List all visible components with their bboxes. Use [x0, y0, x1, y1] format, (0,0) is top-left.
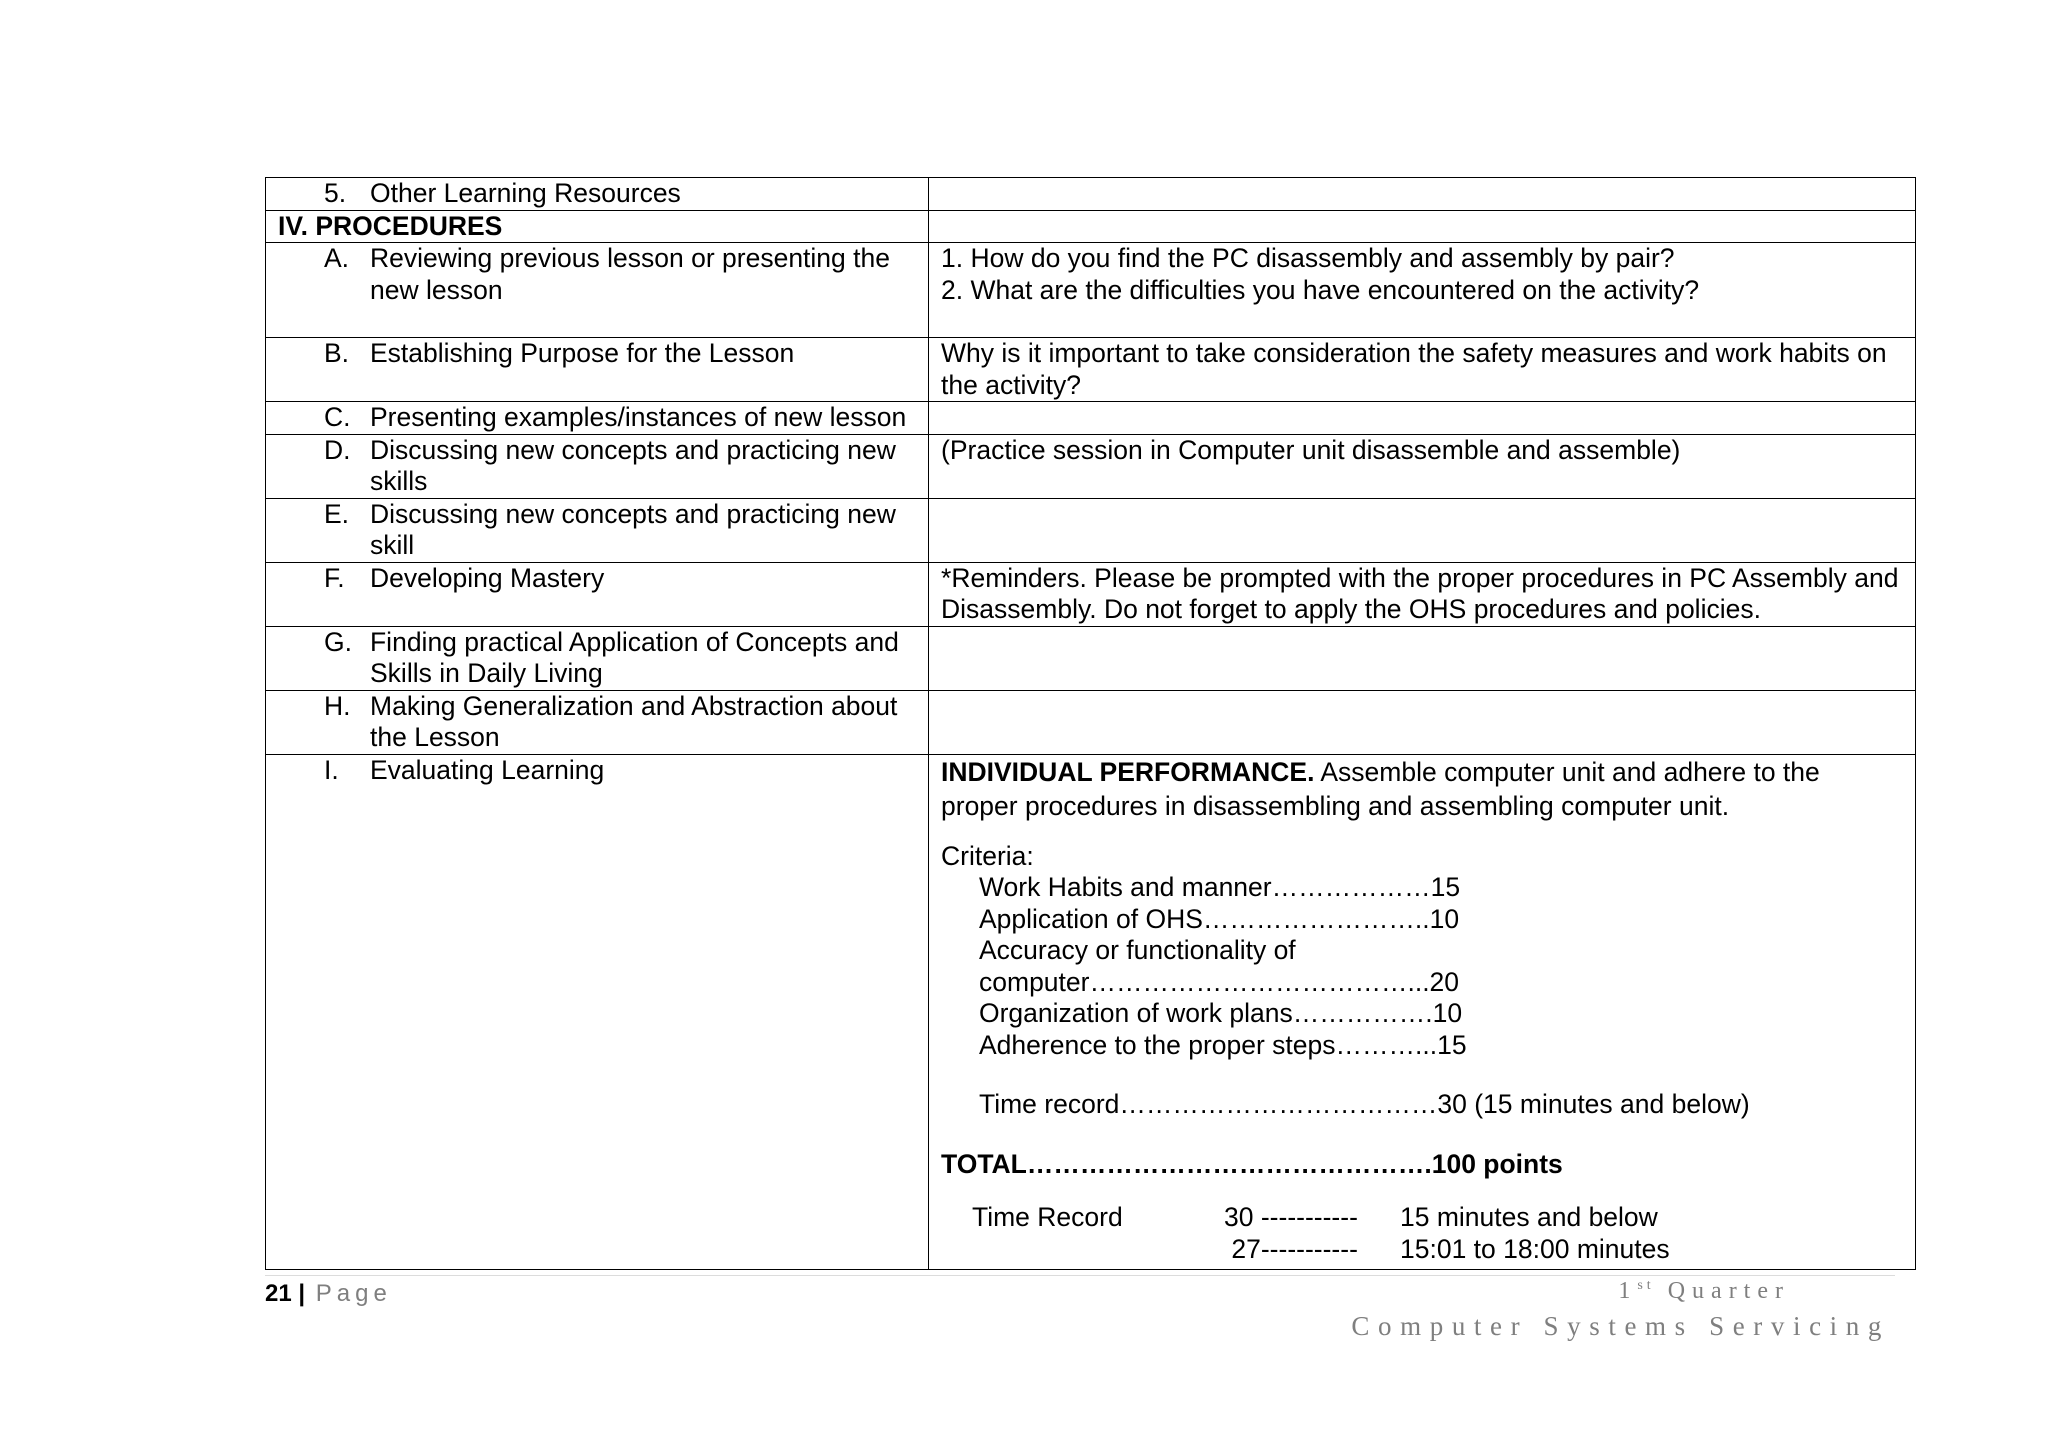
row-marker: H. [324, 690, 351, 721]
page-word: Page [315, 1280, 392, 1307]
criteria-item: Application of OHS……………………..10 [979, 903, 1460, 934]
criteria-item: computer………………………………...20 [979, 966, 1460, 997]
performance-heading: INDIVIDUAL PERFORMANCE. [941, 756, 1315, 787]
performance-description: Assemble computer unit and adhere to the proper procedures in disassembling and assembling computer unit. [941, 756, 1820, 821]
row-label: Finding practical Application of Concepts and Skills in Daily Living [370, 626, 899, 688]
row-label: Developing Mastery [370, 562, 605, 593]
table-row [266, 498, 1916, 562]
row-marker: D. [324, 434, 351, 465]
quarter-number: 1 [1618, 1278, 1638, 1304]
page-number [265, 1280, 392, 1308]
table-row [266, 402, 1916, 435]
footer-divider [265, 1275, 1895, 1276]
row-label: Other Learning Resources [370, 178, 681, 208]
row-label: Making Generalization and Abstraction about the Lesson [370, 690, 898, 752]
time-record-criteria: Time record………………………………30 (15 minutes and below) [979, 1089, 1750, 1119]
table-row [266, 178, 1916, 211]
time-record-table [941, 1202, 1901, 1265]
row-marker: B. [324, 338, 350, 368]
time-record-label: Time Record [972, 1202, 1123, 1232]
table-row [266, 562, 1916, 626]
row-content: (Practice session in Computer unit disassemble and assemble) [941, 434, 1681, 465]
lesson-plan-table [265, 177, 1916, 1270]
section-heading: IV. PROCEDURES [278, 210, 503, 241]
total-points: TOTAL……………………………………….100 points [941, 1148, 1563, 1179]
row-marker: I. [324, 754, 339, 785]
time-record-score: 30 ----------- [1224, 1202, 1358, 1232]
quarter-word: Quarter [1667, 1278, 1790, 1304]
table-row [266, 690, 1916, 754]
time-record-range: 15 minutes and below [1400, 1202, 1658, 1232]
quarter-suffix: st [1637, 1278, 1655, 1293]
row-content: 1. How do you find the PC disassembly and assembly by pair? [941, 243, 1675, 273]
row-content: 2. What are the difficulties you have encountered on the activity? [941, 274, 1700, 305]
criteria-item: Adherence to the proper steps………...15 [979, 1029, 1467, 1060]
time-record-score: 27----------- [1224, 1233, 1358, 1264]
row-content: *Reminders. Please be prompted with the proper procedures in PC Assembly and Disassembly. Do not forget to apply the OHS procedures and policies. [941, 562, 1899, 624]
row-marker: E. [324, 498, 350, 529]
row-label: Evaluating Learning [370, 754, 605, 785]
criteria-item: Accuracy or functionality of [979, 935, 1296, 965]
table-row [266, 210, 1916, 243]
row-label: Establishing Purpose for the Lesson [370, 338, 795, 368]
time-record-range: 15:01 to 18:00 minutes [1400, 1233, 1670, 1264]
row-marker: 5. [324, 178, 347, 208]
row-label: Presenting examples/instances of new lesson [370, 402, 907, 432]
page-number-value: 21 [265, 1280, 292, 1307]
row-label: Discussing new concepts and practicing new skills [370, 434, 896, 496]
row-marker: C. [324, 402, 351, 432]
criteria-item: Work Habits and manner………………15 [979, 872, 1461, 902]
row-label: Discussing new concepts and practicing new skill [370, 498, 896, 560]
row-label: Reviewing previous lesson or presenting the new lesson [370, 243, 890, 305]
table-row [266, 243, 1916, 338]
criteria-title: Criteria: [941, 840, 1034, 871]
row-content: Why is it important to take consideration the safety measures and work habits on the activity? [941, 338, 1887, 400]
criteria-list [941, 872, 1901, 1061]
page-separator: | [298, 1280, 306, 1307]
table-row [266, 626, 1916, 690]
quarter-label [1618, 1278, 1790, 1305]
table-row [266, 754, 1916, 1269]
criteria-item: Organization of work plans…………….10 [979, 998, 1463, 1028]
table-row [266, 434, 1916, 498]
row-marker: A. [324, 243, 350, 273]
row-marker: F. [324, 562, 345, 593]
table-row [266, 338, 1916, 402]
subject-title: Computer Systems Servicing [1351, 1311, 1890, 1341]
row-marker: G. [324, 626, 352, 657]
performance-task [941, 755, 1901, 823]
